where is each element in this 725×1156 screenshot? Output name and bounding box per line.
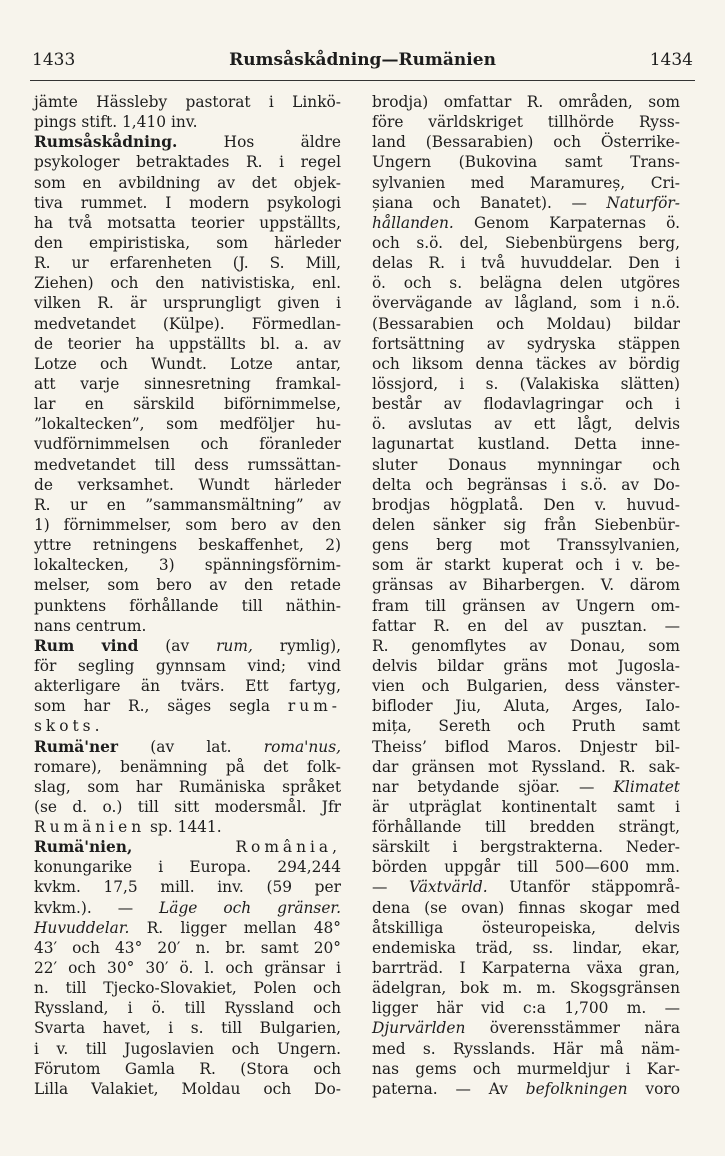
text-line <box>34 938 341 958</box>
text-line <box>372 837 680 857</box>
line-text: vudförnimmelsen och föranleder <box>34 435 341 454</box>
line-text: Lotze och Wundt. Lotze antar, <box>34 354 341 373</box>
right-column <box>372 92 680 1099</box>
text-line <box>34 575 341 595</box>
spaced-term: România, <box>132 838 341 857</box>
line-text: med s. Rysslands. Här må näm- <box>372 1039 680 1058</box>
line-text: fram till gränsen av Ungern om- <box>372 596 680 615</box>
text-line <box>34 475 341 495</box>
line-text: Hos äldre <box>177 133 341 152</box>
page-header <box>32 50 693 76</box>
line-text: voro <box>627 1079 680 1098</box>
line-text: vilken R. är ursprungligt given i <box>34 294 341 313</box>
running-title: Rumsåskådning—Rumänien <box>229 50 496 70</box>
text-line <box>372 1039 680 1059</box>
text-line <box>372 777 680 797</box>
line-text: psykologer betraktades R. i regel <box>34 153 341 172</box>
line-text: melser, som bero av den retade <box>34 576 341 595</box>
text-line <box>372 233 680 253</box>
text-line <box>34 857 341 877</box>
line-text: barrträd. I Karpaterna växa gran, <box>372 959 680 978</box>
text-line <box>372 998 680 1018</box>
line-text: pings stift. 1,410 inv. <box>34 113 198 132</box>
text-line <box>372 112 680 132</box>
line-text: före världskriget tillhörde Ryss- <box>372 113 680 132</box>
line-text: fortsättning av sydryska stäppen <box>372 334 680 353</box>
line-text: 1) förnimmelser, som bero av den <box>34 515 341 534</box>
text-line <box>372 92 680 112</box>
entry-headword: Rumä'ner <box>34 737 119 756</box>
text-line <box>34 314 341 334</box>
line-text: R. genomflytes av Donau, som <box>372 636 680 655</box>
text-line <box>34 696 341 716</box>
text-line <box>34 193 341 213</box>
line-text: brodja) omfattar R. områden, som <box>372 93 680 111</box>
line-text: vien och Bulgarien, dess vänster- <box>372 677 680 696</box>
line-text: sluter Donaus mynningar och <box>372 455 680 474</box>
line-text: (av <box>138 636 217 655</box>
text-line <box>372 193 680 213</box>
line-text: n. till Tjecko-Slovakiet, Polen och <box>34 979 341 998</box>
line-text: Theiss’ biflod Maros. Dnjestr bil- <box>372 737 680 756</box>
line-text: 22′ och 30° 30′ ö. l. och gränsar i <box>34 959 341 978</box>
text-line <box>34 1018 341 1038</box>
line-text: delas R. i två huvuddelar. Den i <box>372 254 680 273</box>
text-line <box>34 1039 341 1059</box>
text-line <box>34 354 341 374</box>
line-text: gränsas av Biharbergen. V. därom <box>372 576 680 595</box>
text-line <box>34 837 341 857</box>
line-text: lokaltecken, 3) spänningsförnim- <box>34 556 341 575</box>
text-line <box>34 495 341 515</box>
line-text: som är starkt kuperat och i v. be- <box>372 556 680 575</box>
text-line <box>34 777 341 797</box>
text-line <box>34 877 341 897</box>
text-line <box>372 1059 680 1079</box>
line-text: delta och begränsas i s.ö. av Do- <box>372 475 680 494</box>
text-line <box>34 173 341 193</box>
italic-term: Naturför- <box>606 193 680 212</box>
text-line <box>34 374 341 394</box>
line-text: de teorier ha uppställts bl. a. av <box>34 334 341 353</box>
line-text: medvetandet till dess rumssättan- <box>34 455 341 474</box>
line-text: Förutom Gamla R. (Stora och <box>34 1059 341 1078</box>
text-line <box>34 334 341 354</box>
text-line <box>372 535 680 555</box>
italic-term: Läge och gränser. <box>159 898 341 917</box>
line-text: består av flodavlagringar och i <box>372 395 680 414</box>
line-text: åtskilliga östeuropeiska, delvis <box>372 918 680 937</box>
spaced-term: skots. <box>34 717 104 736</box>
line-text: R. ur en ”sammansmältning” av <box>34 495 341 514</box>
text-line <box>372 817 680 837</box>
line-text: (av lat. <box>118 737 264 756</box>
text-line <box>372 515 680 535</box>
line-text: och liksom denna täckes av bördig <box>372 354 680 373</box>
text-line <box>372 434 680 454</box>
text-line <box>372 1079 680 1099</box>
text-line <box>34 515 341 535</box>
italic-term: Klimatet <box>613 777 680 796</box>
line-text: medvetandet (Külpe). Förmedlan- <box>34 314 341 333</box>
line-text: paterna. — Av <box>372 1079 526 1098</box>
line-text: yttre retningens beskaffenhet, 2) <box>34 536 341 555</box>
text-line <box>372 938 680 958</box>
text-line <box>34 797 341 817</box>
text-line <box>34 152 341 172</box>
line-text: sylvanien med Maramureș, Cri- <box>372 173 680 192</box>
line-text: endemiska träd, ss. lindar, ekar, <box>372 938 680 957</box>
text-line <box>372 616 680 636</box>
text-line <box>372 273 680 293</box>
italic-term: rum, <box>216 636 253 655</box>
line-text: bifloder Jiu, Aluta, Arges, Ialo- <box>372 697 680 716</box>
line-text: nans centrum. <box>34 616 147 635</box>
text-line <box>34 555 341 575</box>
line-text: Ziehen) och den nativistiska, enl. <box>34 274 341 293</box>
text-line <box>372 253 680 273</box>
line-text: lar en särskild biförnimmelse, <box>34 395 341 414</box>
line-text: och s.ö. del, Siebenbürgens berg, <box>372 233 680 252</box>
text-line <box>34 132 341 152</box>
page-number-right: 1434 <box>649 50 693 70</box>
spaced-term: rum- <box>287 697 341 716</box>
text-line <box>372 716 680 736</box>
line-text: förhållande till bredden strängt, <box>372 818 680 837</box>
text-line <box>372 354 680 374</box>
line-text: brodjas högplatå. Den v. huvud- <box>372 495 680 514</box>
line-text: lössjord, i s. (Valakiska slätten) <box>372 374 680 393</box>
text-line <box>34 998 341 1018</box>
text-line <box>34 434 341 454</box>
text-line <box>34 213 341 233</box>
text-line <box>372 898 680 918</box>
line-text: övervägande av lågland, som i n.ö. <box>372 294 680 313</box>
line-text: för segling gynnsam vind; vind <box>34 656 341 675</box>
line-text: R. ur erfarenheten (J. S. Mill, <box>34 254 341 273</box>
text-line <box>372 394 680 414</box>
line-text: kvkm. 17,5 mill. inv. (59 per <box>34 878 341 897</box>
text-line <box>34 817 341 837</box>
line-text: nas gems och murmeldjur i Kar- <box>372 1059 680 1078</box>
text-line <box>372 475 680 495</box>
text-line <box>372 334 680 354</box>
text-line <box>372 676 680 696</box>
text-line <box>34 273 341 293</box>
text-line <box>372 636 680 656</box>
line-text: jämte Hässleby pastorat i Linkö- <box>34 93 341 111</box>
text-line <box>372 314 680 334</box>
italic-term: Djurvärlden <box>372 1019 466 1038</box>
line-text: (Bessarabien och Moldau) bildar <box>372 314 680 333</box>
line-text: de verksamhet. Wundt härleder <box>34 475 341 494</box>
text-line <box>34 898 341 918</box>
line-text: överensstämmer nära <box>465 1019 680 1038</box>
text-line <box>372 173 680 193</box>
line-text: dar gränsen mot Ryssland. R. sak- <box>372 757 680 776</box>
line-text: fattar R. en del av pusztan. — <box>372 616 680 635</box>
text-line <box>34 757 341 777</box>
line-text: gens berg mot Transsylvanien, <box>372 536 680 555</box>
line-text: tiva rummet. I modern psykologi <box>34 193 341 212</box>
text-line <box>372 455 680 475</box>
text-line <box>372 374 680 394</box>
text-line <box>34 455 341 475</box>
text-line <box>34 112 341 132</box>
line-text: särskilt i bergstrakterna. Neder- <box>372 838 680 857</box>
line-text: den empiristiska, som härleder <box>34 233 341 252</box>
text-line <box>34 394 341 414</box>
page-number-left: 1433 <box>32 50 76 70</box>
text-line <box>372 495 680 515</box>
line-text: 43′ och 43° 20′ n. br. samt 20° <box>34 938 341 957</box>
line-text: rymlig), <box>252 636 341 655</box>
text-line <box>372 1018 680 1038</box>
line-text: lagunartat kustland. Detta inne- <box>372 435 680 454</box>
italic-term: Huvuddelar. <box>34 918 130 937</box>
line-text: ädelgran, bok m. m. Skogsgränsen <box>372 979 680 998</box>
line-text: — <box>372 878 410 897</box>
line-text: som en avbildning av det objek- <box>34 173 341 192</box>
text-line <box>372 293 680 313</box>
text-line <box>34 636 341 656</box>
text-line <box>372 958 680 978</box>
line-text: konungarike i Europa. 294,244 <box>34 858 341 877</box>
spaced-term: Rumänien <box>34 818 146 837</box>
text-line <box>34 92 341 112</box>
text-line <box>372 414 680 434</box>
text-line <box>34 616 341 636</box>
text-line <box>372 737 680 757</box>
italic-term: Växtvärld. <box>409 878 488 897</box>
line-text: Ungern (Bukovina samt Trans- <box>372 153 680 172</box>
line-text: șiana och Banatet). — <box>372 193 607 212</box>
text-line <box>34 978 341 998</box>
line-text: slag, som har Rumäniska språket <box>34 777 341 796</box>
text-line <box>34 918 341 938</box>
line-text: delvis bildar gräns mot Jugosla- <box>372 656 680 675</box>
line-text: Genom Karpaternas ö. <box>453 213 680 232</box>
text-line <box>34 233 341 253</box>
text-line <box>34 414 341 434</box>
left-column <box>34 92 341 1099</box>
text-line <box>34 656 341 676</box>
text-line <box>34 716 341 736</box>
text-line <box>34 958 341 978</box>
line-text: ligger här vid c:a 1,700 m. — <box>372 999 680 1018</box>
text-line <box>372 877 680 897</box>
text-line <box>34 676 341 696</box>
entry-headword: Rumsåskådning. <box>34 133 178 152</box>
line-text: ha två motsatta teorier uppställts, <box>34 213 341 232</box>
line-text: ö. avslutas av ett lågt, delvis <box>372 415 680 434</box>
text-line <box>372 555 680 575</box>
line-text: romare), benämning på det folk- <box>34 757 341 776</box>
text-line <box>34 1059 341 1079</box>
line-text: punktens förhållande till näthin- <box>34 596 341 615</box>
line-text: land (Bessarabien) och Österrike- <box>372 133 680 152</box>
line-text: Utanför stäppområ- <box>487 878 680 897</box>
line-text: att varje sinnesretning framkal- <box>34 374 341 393</box>
italic-term: hållanden. <box>372 213 454 232</box>
line-text: akterligare än tvärs. Ett fartyg, <box>34 677 341 696</box>
entry-headword: Rumä'nien, <box>34 838 133 857</box>
line-text: R. ligger mellan 48° <box>129 918 341 937</box>
text-line <box>372 797 680 817</box>
line-text: delen sänker sig från Siebenbür- <box>372 515 680 534</box>
text-line <box>372 918 680 938</box>
text-line <box>372 132 680 152</box>
italic-term: roma'nus, <box>263 737 341 756</box>
text-line <box>372 213 680 233</box>
line-text: i v. till Jugoslavien och Ungern. <box>34 1039 341 1058</box>
header-rule <box>30 80 695 81</box>
text-line <box>34 253 341 273</box>
text-line <box>34 535 341 555</box>
line-text: mița, Sereth och Pruth samt <box>372 717 680 736</box>
text-line <box>372 978 680 998</box>
text-line <box>34 1079 341 1099</box>
line-text: nar betydande sjöar. — <box>372 777 614 796</box>
text-line <box>34 596 341 616</box>
entry-headword: Rum vind <box>34 636 139 655</box>
text-line <box>372 857 680 877</box>
line-text: Ryssland, i ö. till Ryssland och <box>34 999 341 1018</box>
text-line <box>372 575 680 595</box>
text-line <box>372 757 680 777</box>
line-text: ö. och s. belägna delen utgöres <box>372 274 680 293</box>
line-text: börden uppgår till 500—600 mm. <box>372 858 680 877</box>
line-text: dena (se ovan) finnas skogar med <box>372 898 680 917</box>
text-line <box>372 656 680 676</box>
line-text: (se d. o.) till sitt modersmål. Jfr <box>34 797 341 816</box>
text-line <box>372 152 680 172</box>
text-line <box>34 737 341 757</box>
text-line <box>372 596 680 616</box>
line-text: är utpräglat kontinentalt samt i <box>372 797 680 816</box>
line-text: som har R., säges segla <box>34 697 288 716</box>
line-text: kvkm.). — <box>34 898 160 917</box>
line-text: Lilla Valakiet, Moldau och Do- <box>34 1079 341 1098</box>
line-text: Svarta havet, i s. till Bulgarien, <box>34 1019 341 1038</box>
text-line <box>34 293 341 313</box>
line-text: sp. 1441. <box>145 818 222 837</box>
italic-term: befolkningen <box>525 1079 628 1098</box>
line-text: ”lokaltecken”, som medföljer hu- <box>34 415 341 434</box>
text-line <box>372 696 680 716</box>
